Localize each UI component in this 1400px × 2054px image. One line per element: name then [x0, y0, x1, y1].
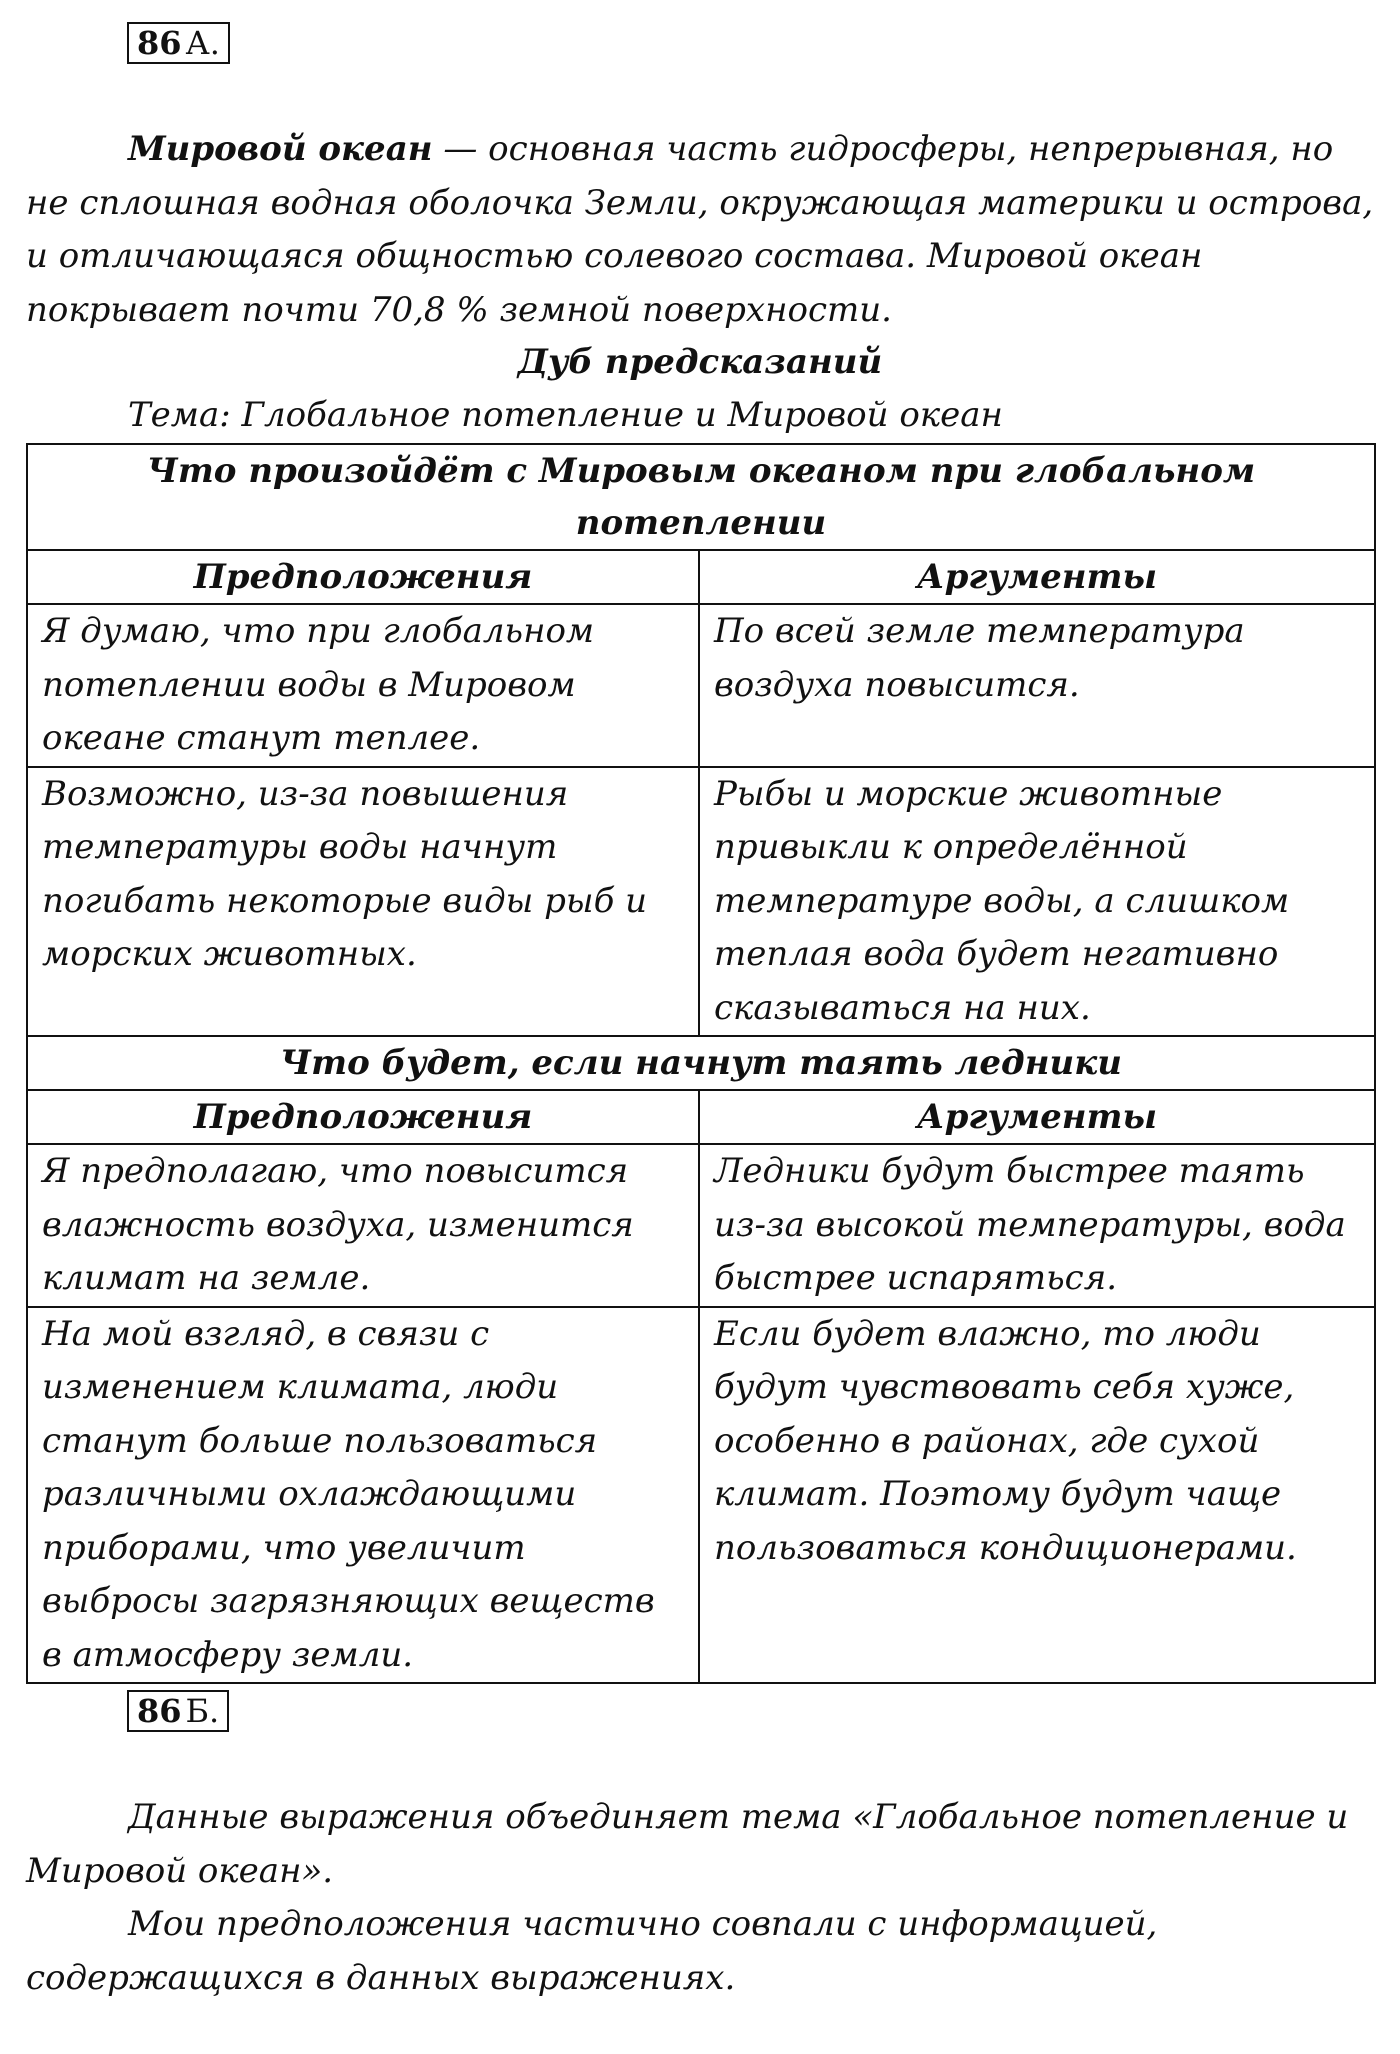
assumption-cell: На мой взгляд, в связи с изменением климата, люди станут больше пользоваться различными охлаждающими приборами, что увеличит выбросы загрязняющих веществ в атмосферу земли. — [27, 1307, 699, 1684]
table-row — [27, 1307, 1375, 1684]
column-header-assumptions: Предположения — [27, 1090, 699, 1144]
argument-cell: По всей земле температура воздуха повысится. — [699, 604, 1375, 767]
intro-term: Мировой океан — [128, 129, 433, 169]
task-label-86a — [127, 22, 230, 64]
conclusion-paragraph-2: Мои предположения частично совпали с информацией, содержащихся в данных выражениях. — [26, 1904, 1158, 1998]
intro-definition: — основная часть гидросферы, непрерывная, но не сплошная водная оболочка Земли, окружающая материки и острова, и отличающаяся общностью солевого состава. Мировой океан покрывает почти 70,8 % земной поверхности. — [26, 129, 1374, 330]
topic-line: Тема: Глобальное потепление и Мировой океан — [128, 395, 1003, 435]
column-header-row — [27, 1090, 1375, 1144]
section-heading-row — [27, 1036, 1375, 1090]
section-heading: Что будет, если начнут таять ледники — [27, 1036, 1375, 1090]
argument-cell: Рыбы и морские животные привыкли к определённой температуре воды, а слишком теплая вода будет негативно сказываться на них. — [699, 767, 1375, 1037]
conclusion-paragraph-1: Данные выражения объединяет тема «Глобальное потепление и Мировой океан». — [26, 1797, 1349, 1891]
table-row — [27, 1144, 1375, 1307]
task-number: 86 — [137, 1692, 182, 1730]
task-number: 86 — [137, 24, 182, 62]
argument-cell: Если будет влажно, то люди будут чувствовать себя хуже, особенно в районах, где сухой климат. Поэтому будут чаще пользоваться кондиционерами. — [699, 1307, 1375, 1684]
section-heading-row — [27, 444, 1375, 550]
column-header-arguments: Аргументы — [699, 1090, 1375, 1144]
column-header-assumptions: Предположения — [27, 550, 699, 604]
argument-cell: Ледники будут быстрее таять из-за высокой температуры, вода быстрее испаряться. — [699, 1144, 1375, 1307]
task-letter: Б. — [185, 1692, 220, 1730]
task-label-86b — [127, 1690, 229, 1732]
assumption-cell: Я предполагаю, что повысится влажность воздуха, изменится климат на земле. — [27, 1144, 699, 1307]
table-row — [27, 604, 1375, 767]
assumption-cell: Я думаю, что при глобальном потеплении воды в Мировом океане станут теплее. — [27, 604, 699, 767]
column-header-arguments: Аргументы — [699, 550, 1375, 604]
page-title: Дуб предсказаний — [517, 342, 883, 382]
column-header-row — [27, 550, 1375, 604]
assumption-cell: Возможно, из-за повышения температуры воды начнут погибать некоторые виды рыб и морских животных. — [27, 767, 699, 1037]
section-heading: Что произойдёт с Мировым океаном при глобальном потеплении — [27, 444, 1375, 550]
intro-paragraph — [26, 123, 1374, 337]
task-letter: А. — [185, 24, 220, 62]
table-row — [27, 767, 1375, 1037]
prediction-table — [26, 443, 1376, 1684]
